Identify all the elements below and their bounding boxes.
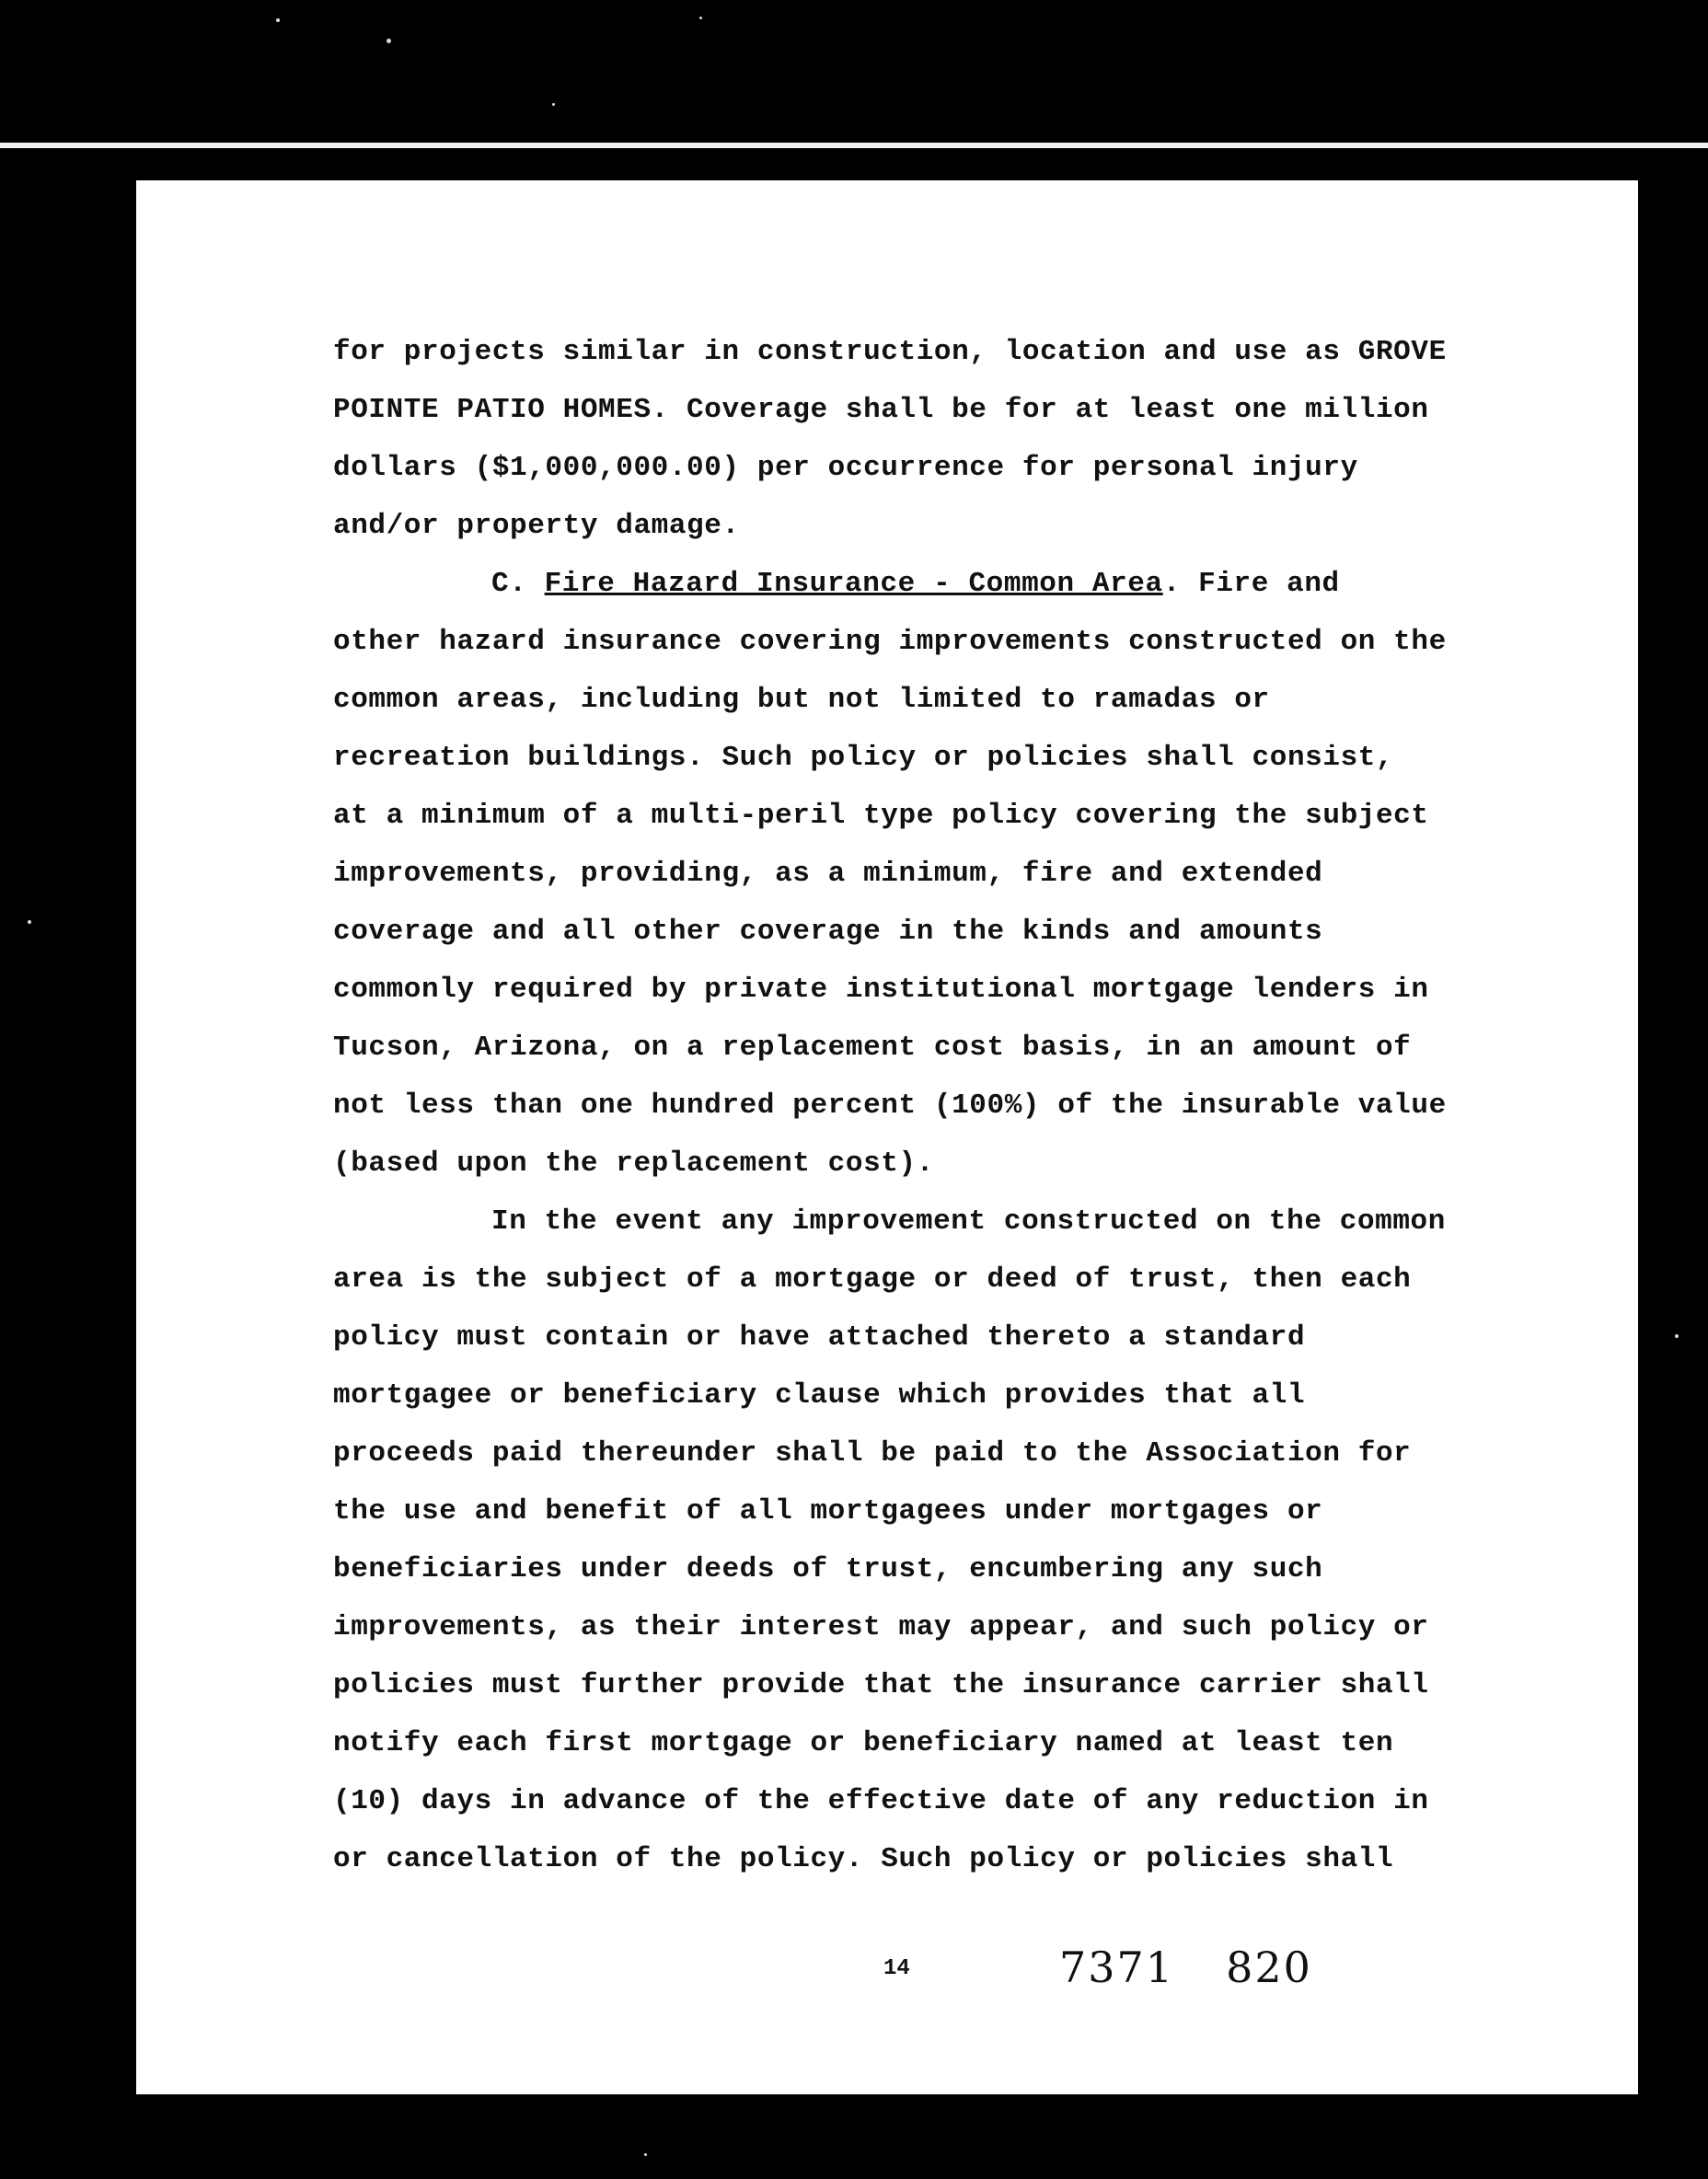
text-line: proceeds paid thereunder shall be paid to the Association for [333,1437,1412,1470]
scan-speck [644,2153,647,2156]
recording-docket: 7371 [1059,1943,1175,1992]
text-line: other hazard insurance covering improvements constructed on the [333,626,1447,658]
text-line: (based upon the replacement cost). [333,1147,934,1180]
scan-speck [699,17,702,19]
recording-stamp [1059,1943,1364,1992]
text-line: common areas, including but not limited to ramadas or [333,684,1270,716]
section-marker: C. [491,568,527,600]
document-body [333,323,1520,1888]
text-line: at a minimum of a multi-peril type policy covering the subject [333,800,1429,832]
text-line: POINTE PATIO HOMES. Coverage shall be for at least one million [333,394,1429,426]
page-number: 14 [883,1956,910,1981]
text-line: improvements, as their interest may appear, and such policy or [333,1611,1429,1643]
scan-speck [552,103,555,106]
text-line: not less than one hundred percent (100%) of the insurable value [333,1090,1447,1122]
scan-speck [276,18,280,22]
scan-speck [387,39,391,43]
text-line: the use and benefit of all mortgagees under mortgages or [333,1495,1323,1528]
text-line: policy must contain or have attached thereto a standard [333,1321,1306,1354]
text-line: mortgagee or beneficiary clause which provides that all [333,1379,1306,1412]
text-line: improvements, providing, as a minimum, fire and extended [333,858,1323,890]
text-line: and/or property damage. [333,510,740,542]
text-line: (10) days in advance of the effective date of any reduction in [333,1785,1429,1817]
section-heading-continuation: . Fire and [1162,568,1340,600]
text-line: commonly required by private institutional mortgage lenders in [333,974,1429,1006]
recording-page: 820 [1226,1943,1312,1992]
text-line: recreation buildings. Such policy or policies shall consist, [333,742,1394,774]
text-line: coverage and all other coverage in the kinds and amounts [333,916,1323,948]
text-line: Tucson, Arizona, on a replacement cost basis, in an amount of [333,1032,1412,1064]
scan-top-border [0,0,1708,140]
document-page [136,180,1638,2094]
paragraph-first-line: In the event any improvement constructed on the common [491,1205,1446,1238]
text-line: dollars ($1,000,000.00) per occurrence for personal injury [333,452,1358,484]
text-line: or cancellation of the policy. Such policy or policies shall [333,1843,1394,1875]
text-line: beneficiaries under deeds of trust, encumbering any such [333,1553,1323,1585]
scan-top-rule [0,143,1708,148]
scan-speck [1675,1334,1679,1338]
scan-speck [28,920,31,924]
text-line: area is the subject of a mortgage or deed of trust, then each [333,1263,1412,1296]
text-line: for projects similar in construction, location and use as GROVE [333,336,1447,368]
section-c-heading-line [333,555,1520,613]
text-line: notify each first mortgage or beneficiary named at least ten [333,1727,1394,1759]
section-heading: Fire Hazard Insurance - Common Area [544,568,1163,600]
text-line: policies must further provide that the insurance carrier shall [333,1669,1429,1701]
